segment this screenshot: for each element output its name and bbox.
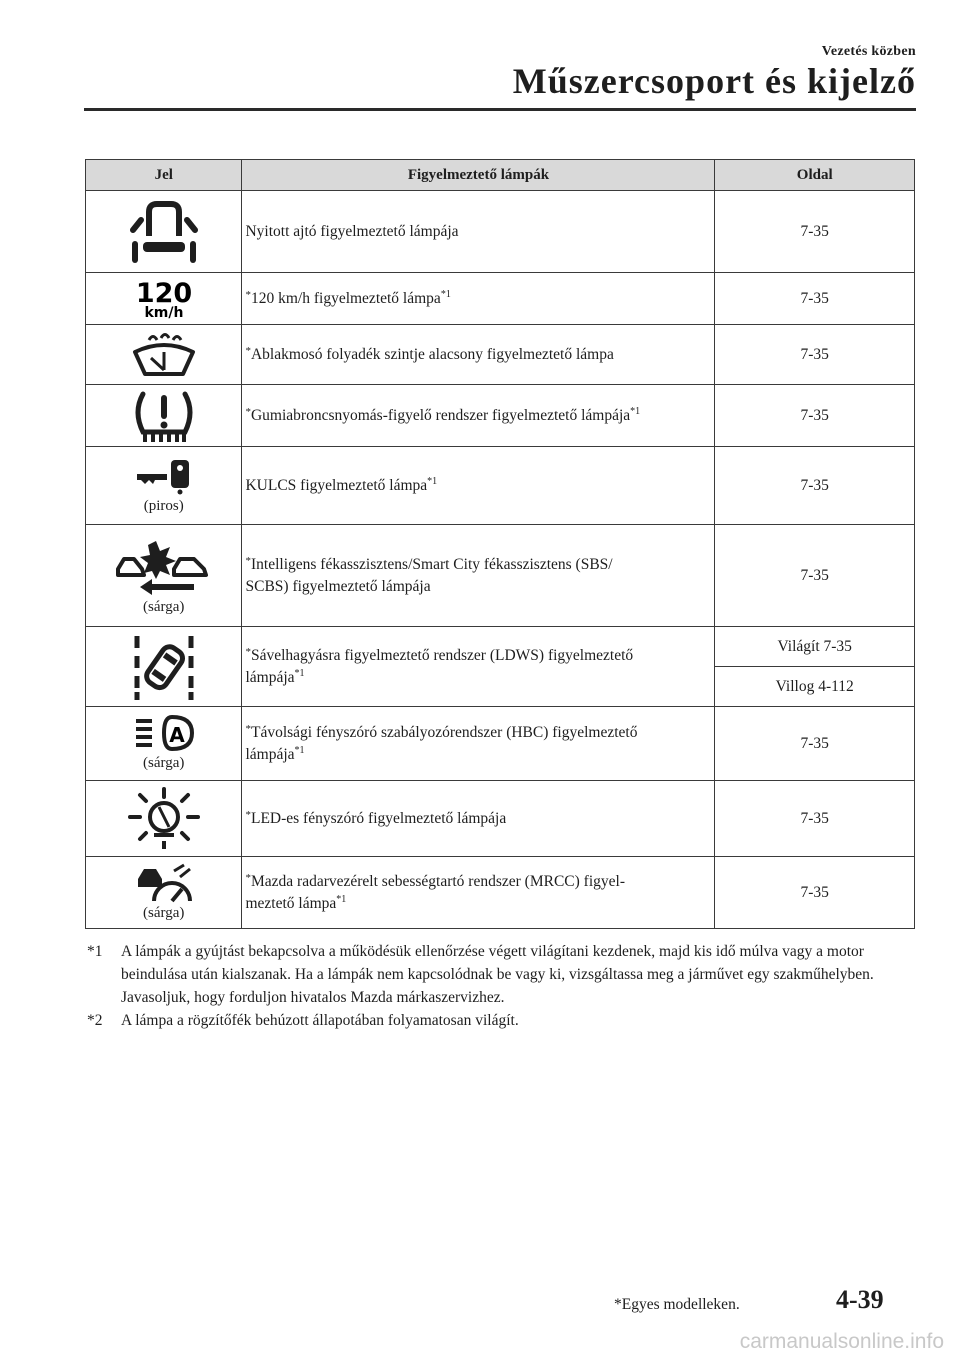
- light-description: *Mazda radarvezérelt sebességtartó rendszer (MRCC) figyel- meztető lámpa$^{*1}$: [242, 857, 715, 929]
- symbol-cell: [86, 325, 242, 385]
- light-description: *Távolsági fényszóró szabályozórendszer (HBC) figyelmeztető lámpája$^{*1}$: [242, 707, 715, 781]
- symbol-cell: [86, 385, 242, 447]
- table-row: [86, 627, 915, 667]
- footnotes: [87, 940, 917, 1032]
- lane-departure-icon: [129, 632, 199, 702]
- page-ref: 7-35: [715, 447, 915, 525]
- footnote-text: A lámpák a gyújtást bekapcsolva a működésük ellenőrzése végett világítani kezdenek, majd kis idő múlva vagy a motor beindulása után kialszanak. Ha a lámpák nem kapcsolódnak be vagy ki, vizsgáltassa meg a járművet egy szakműhelyben. Javasoljuk, hogy forduljon hivatalos Mazda márkaszervizhez.: [121, 943, 874, 1006]
- svg-text:A: A: [168, 723, 185, 747]
- radar-cruise-icon: [134, 863, 194, 903]
- symbol-cell: [86, 627, 242, 707]
- tire-pressure-icon: [129, 388, 199, 444]
- page-ref: 7-35: [715, 781, 915, 857]
- section-label: Vezetés közben: [821, 44, 916, 59]
- page-ref: 7-35: [715, 525, 915, 627]
- color-caption: (sárga): [143, 599, 185, 615]
- header-rule: [84, 108, 916, 111]
- washer-fluid-icon: [129, 330, 199, 380]
- table-row: [86, 525, 915, 627]
- light-description: *Intelligens fékasszisztens/Smart City fékasszisztens (SBS/ SCBS) figyelmeztető lámpája: [242, 525, 715, 627]
- column-header-page: Oldal: [715, 160, 915, 191]
- color-caption: (sárga): [143, 905, 185, 921]
- light-description: *Sávelhagyásra figyelmeztető rendszer (LDWS) figyelmeztető lámpája$^{*1}$: [242, 627, 715, 707]
- table-row: [86, 191, 915, 273]
- table-row: [86, 857, 915, 929]
- page-ref-on: Világít 7-35: [715, 627, 915, 667]
- footnote-2: [87, 1009, 917, 1032]
- page-ref: 7-35: [715, 273, 915, 325]
- warning-lights-table: [85, 159, 915, 929]
- footnote-1: [87, 940, 917, 1009]
- table-row: [86, 707, 915, 781]
- footnote-marker: *1: [87, 943, 103, 960]
- table-row: [86, 273, 915, 325]
- page-ref: 7-35: [715, 325, 915, 385]
- page-title: Műszercsoport és kijelző: [512, 61, 916, 101]
- page-ref: 7-35: [715, 385, 915, 447]
- svg-text:120: 120: [135, 278, 192, 309]
- watermark-text: carmanualsonline.info: [739, 1330, 944, 1353]
- color-caption: (sárga): [143, 755, 185, 771]
- table-row: [86, 447, 915, 525]
- key-icon: [129, 456, 199, 496]
- light-description: *120 km/h figyelmeztető lámpa$^{*1}$: [242, 273, 715, 325]
- models-note: *Egyes modelleken.: [614, 1296, 740, 1313]
- column-header-symbol: Jel: [86, 160, 242, 191]
- symbol-cell: [86, 191, 242, 273]
- page-ref: 7-35: [715, 857, 915, 929]
- color-caption: (piros): [143, 498, 184, 514]
- light-description: *LED-es fényszóró figyelmeztető lámpája: [242, 781, 715, 857]
- page-ref-blink: Villog 4-112: [715, 667, 915, 707]
- table-row: [86, 385, 915, 447]
- footnote-text: A lámpa a rögzítőfék behúzott állapotában folyamatosan világít.: [121, 1012, 519, 1029]
- table-row: [86, 781, 915, 857]
- page-ref: 7-35: [715, 191, 915, 273]
- light-description: KULCS figyelmeztető lámpa$^{*1}$: [242, 447, 715, 525]
- footnote-marker: *2: [87, 1012, 103, 1029]
- table-row: [86, 325, 915, 385]
- symbol-cell: [86, 273, 242, 325]
- symbol-cell: [86, 781, 242, 857]
- page-number: 4-39: [836, 1285, 884, 1314]
- light-description: *Gumiabroncsnyomás-figyelő rendszer figyelmeztető lámpája$^{*1}$: [242, 385, 715, 447]
- symbol-cell: [86, 447, 242, 525]
- light-description: Nyitott ajtó figyelmeztető lámpája: [242, 191, 715, 273]
- table-header-row: [86, 160, 915, 191]
- symbol-cell: [86, 857, 242, 929]
- speed-120-icon: [129, 279, 199, 319]
- symbol-cell: [86, 707, 242, 781]
- light-description: *Ablakmosó folyadék szintje alacsony figyelmeztető lámpa: [242, 325, 715, 385]
- column-header-lights: Figyelmeztető lámpák: [242, 160, 715, 191]
- high-beam-control-icon: [134, 715, 194, 753]
- brake-assist-icon: [114, 535, 214, 597]
- led-headlight-icon: [128, 787, 200, 851]
- symbol-cell: [86, 525, 242, 627]
- page-ref: 7-35: [715, 707, 915, 781]
- svg-text:km/h: km/h: [144, 304, 184, 319]
- door-open-icon: [129, 200, 199, 264]
